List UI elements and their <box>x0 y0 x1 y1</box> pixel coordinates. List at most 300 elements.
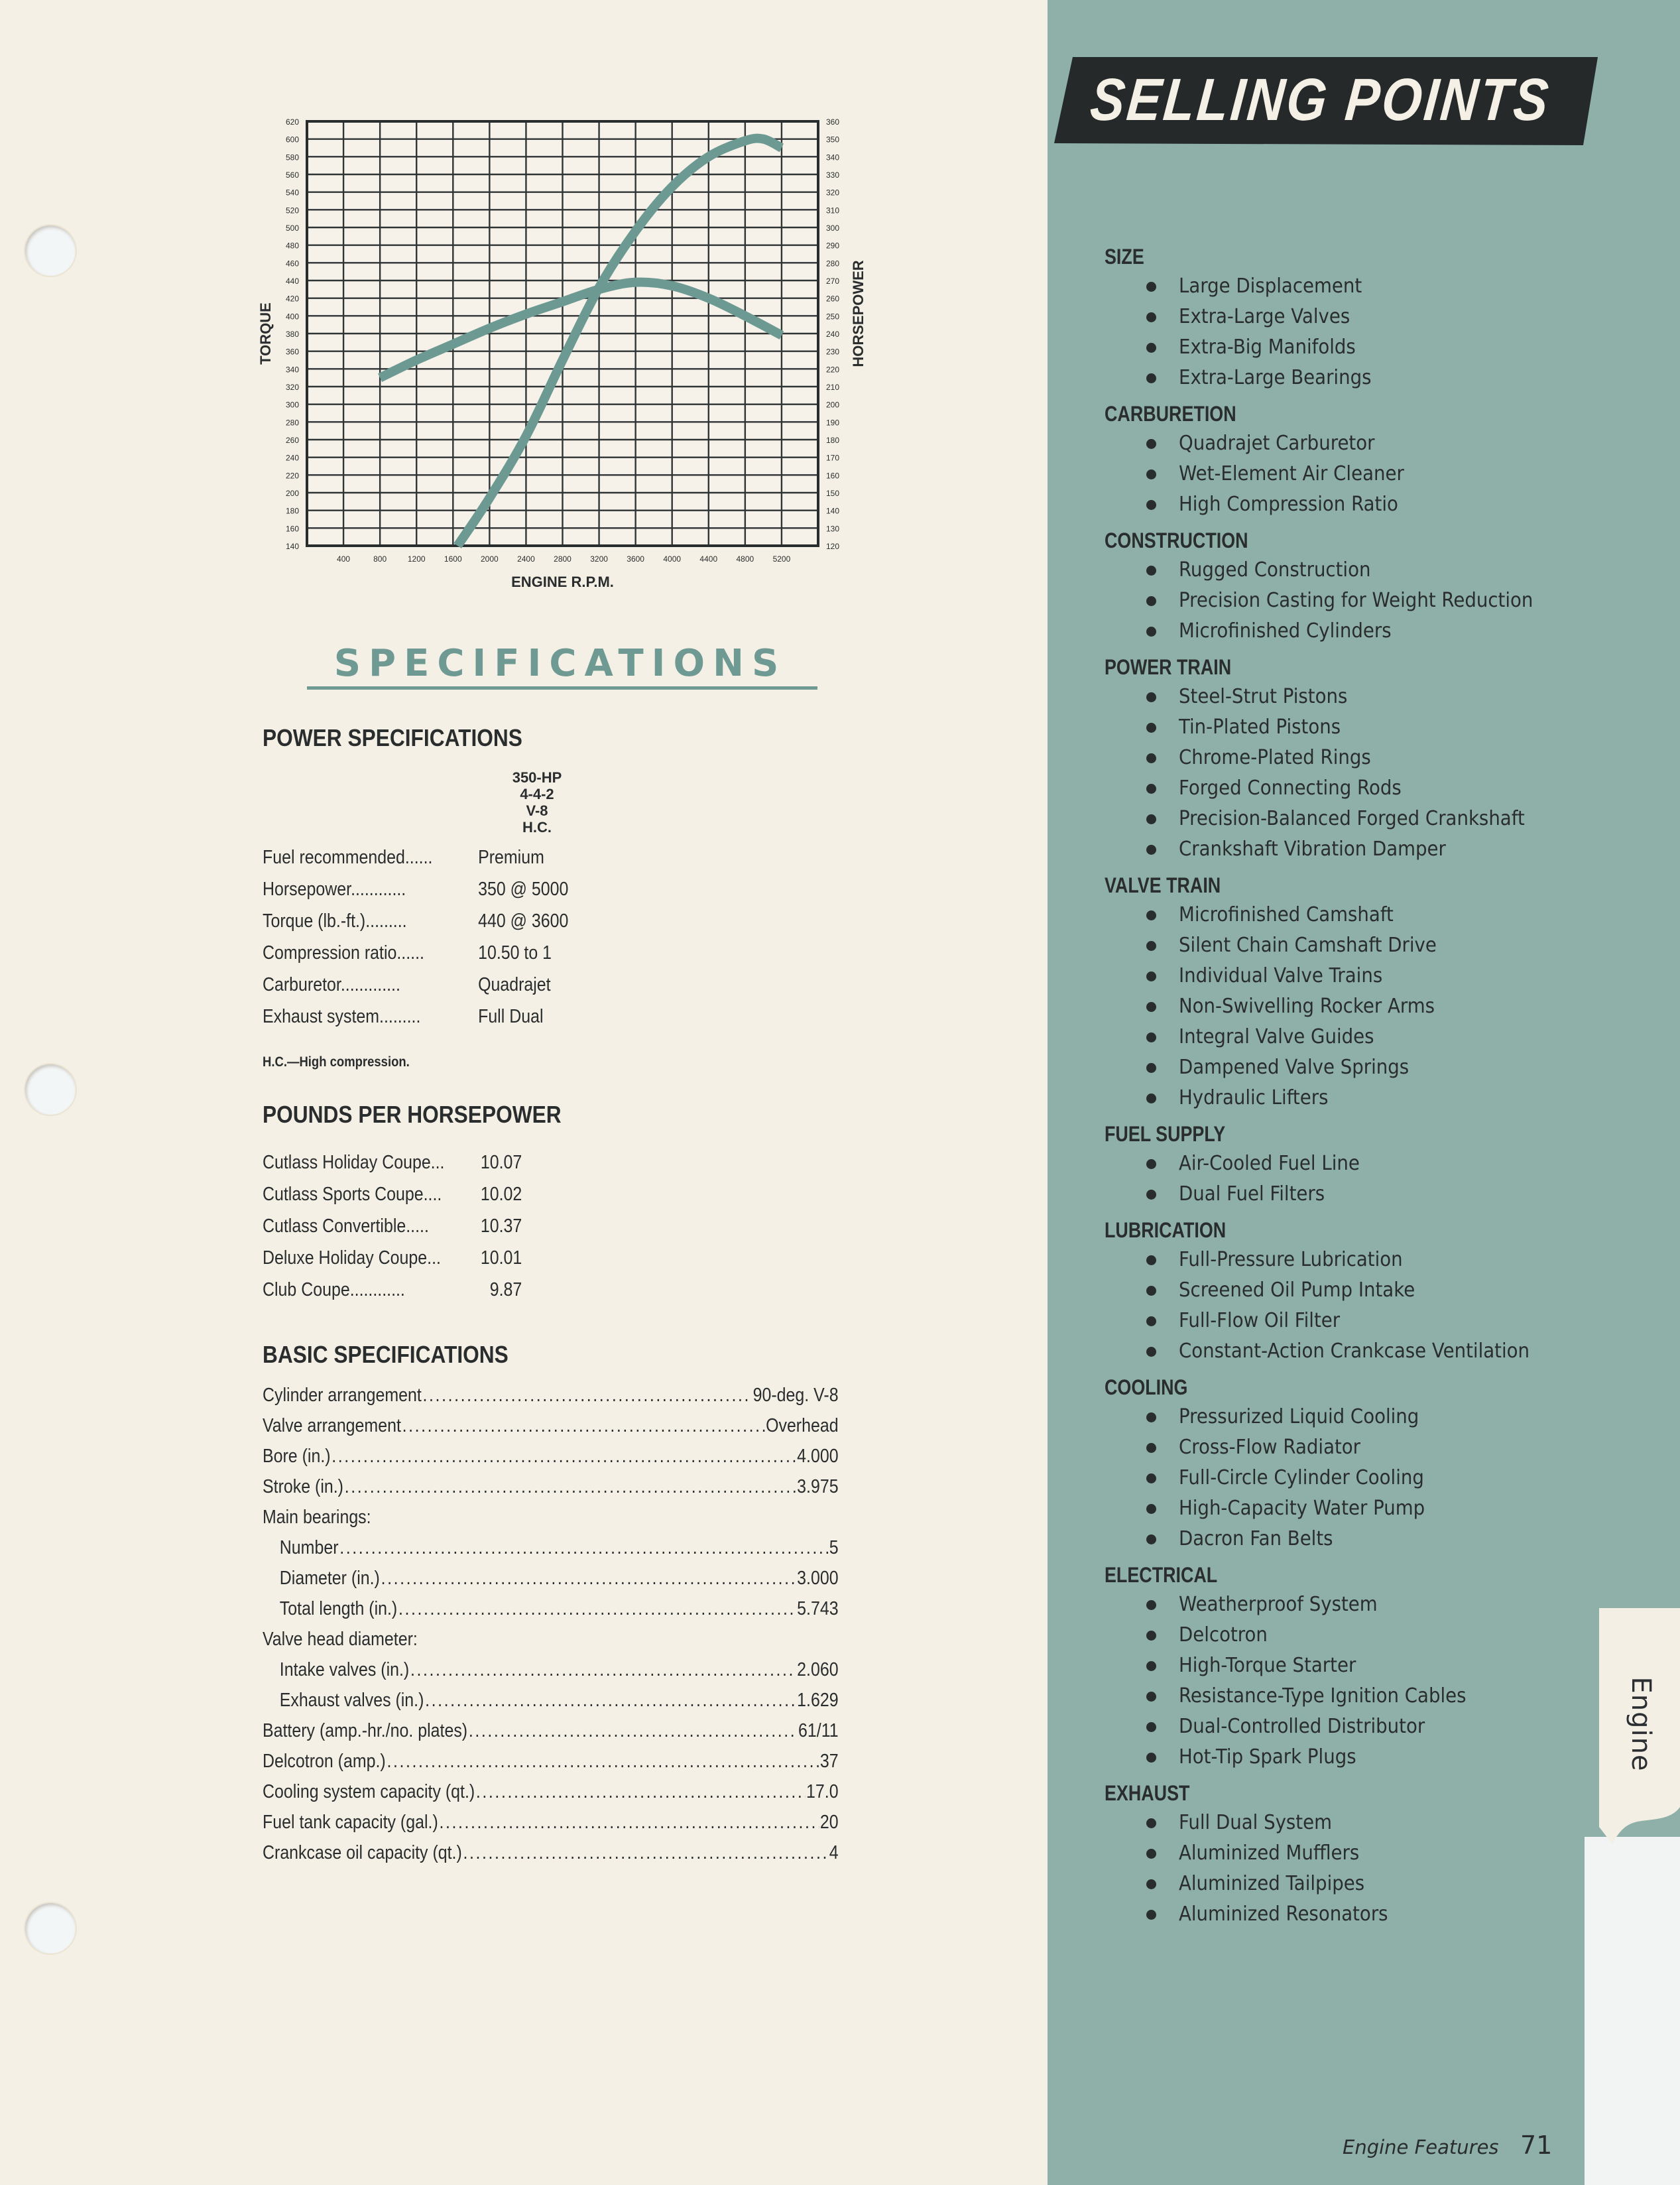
selling-point-category: VALVE TRAIN <box>1105 873 1221 897</box>
basic-spec-row <box>263 1598 839 1629</box>
selling-point-category: FUEL SUPPLY <box>1105 1122 1226 1146</box>
dot-leader <box>469 1720 797 1742</box>
selling-point-item <box>1105 712 1595 743</box>
bullet-icon <box>1146 1316 1156 1326</box>
model-value: 9.87 <box>489 1279 522 1300</box>
bullet-icon <box>1146 566 1156 576</box>
spec-value: 4 <box>829 1842 839 1863</box>
selling-point-text: Full Dual System <box>1179 1811 1332 1834</box>
y2-tick-label: 310 <box>826 206 840 216</box>
y2-tick-label: 210 <box>826 383 840 392</box>
bullet-icon <box>1146 312 1156 322</box>
y2-tick-label: 140 <box>826 506 840 516</box>
bullet-icon <box>1146 1255 1156 1265</box>
selling-point-item <box>1105 1742 1595 1773</box>
y-tick-label: 380 <box>285 330 299 339</box>
bullet-icon <box>1146 1504 1156 1514</box>
selling-point-item <box>1105 804 1595 834</box>
y-tick-label: 620 <box>285 117 299 127</box>
selling-point-item <box>1105 1463 1595 1493</box>
y-tick-label: 200 <box>285 489 299 498</box>
dot-leader <box>423 1385 752 1406</box>
pounds-per-hp-row <box>263 1184 522 1206</box>
bullet-icon <box>1146 1534 1156 1544</box>
y-tick-label: 340 <box>285 365 299 375</box>
selling-point-item <box>1105 900 1595 930</box>
selling-point-text: Air-Cooled Fuel Line <box>1179 1152 1360 1175</box>
selling-point-item <box>1105 1493 1595 1524</box>
footer-section-name: Engine Features <box>1343 2136 1499 2158</box>
bullet-icon <box>1146 814 1156 824</box>
spec-label: Exhaust valves (in.) <box>279 1690 424 1711</box>
spec-label: Crankcase oil capacity (qt.) <box>263 1842 462 1863</box>
selling-point-text: Extra-Large Bearings <box>1179 366 1372 389</box>
y-tick-label: 260 <box>285 436 299 445</box>
y-tick-label: 540 <box>285 188 299 198</box>
y2-tick-label: 320 <box>826 188 840 198</box>
pounds-per-hp-row <box>263 1152 522 1174</box>
model-label: Cutlass Convertible..... <box>263 1216 429 1237</box>
page-footer <box>1343 2131 1552 2160</box>
selling-point-text: Forged Connecting Rods <box>1179 777 1402 800</box>
bullet-icon <box>1146 1473 1156 1483</box>
selling-point-text: Precision Casting for Weight Reduction <box>1179 589 1533 612</box>
basic-spec-row <box>263 1690 839 1720</box>
y2-tick-label: 270 <box>826 277 840 286</box>
selling-point-item <box>1105 682 1595 712</box>
dot-leader <box>339 1537 828 1559</box>
power-spec-row <box>263 942 552 964</box>
dot-leader <box>331 1446 796 1467</box>
y2-axis-title: HORSEPOWER <box>850 260 867 367</box>
selling-points-title: SELLING POINTS <box>1087 67 1553 133</box>
spec-value: 1.629 <box>797 1690 839 1711</box>
y-tick-label: 520 <box>285 206 299 216</box>
selling-point-item <box>1105 773 1595 804</box>
x-tick-label: 1600 <box>444 554 462 564</box>
selling-point-item <box>1105 1306 1595 1336</box>
spec-label: Fuel recommended...... <box>263 847 433 868</box>
basic-specs-table <box>263 1385 839 1873</box>
y-tick-label: 300 <box>285 400 299 410</box>
y-tick-label: 140 <box>285 542 299 551</box>
spec-value: 350 @ 5000 <box>478 879 569 900</box>
spec-label: Cylinder arrangement <box>263 1385 422 1406</box>
y-tick-label: 600 <box>285 135 299 145</box>
selling-point-text: Quadrajet Carburetor <box>1179 432 1375 455</box>
x-tick-label: 4000 <box>663 554 682 564</box>
selling-point-item <box>1105 586 1595 616</box>
selling-point-item <box>1105 1712 1595 1742</box>
selling-point-item <box>1105 1149 1595 1179</box>
y-tick-label: 500 <box>285 223 299 233</box>
selling-point-item <box>1105 930 1595 961</box>
y-tick-label: 360 <box>285 347 299 357</box>
basic-spec-row <box>263 1659 839 1690</box>
spec-value: Full Dual <box>478 1006 544 1027</box>
selling-point-text: Full-Flow Oil Filter <box>1179 1309 1341 1332</box>
selling-point-item <box>1105 1838 1595 1869</box>
selling-point-text: Precision-Balanced Forged Crankshaft <box>1179 807 1525 830</box>
selling-point-text: High Compression Ratio <box>1179 493 1398 516</box>
spec-label: Exhaust system......... <box>263 1006 421 1027</box>
y2-tick-label: 190 <box>826 418 840 428</box>
bullet-icon <box>1146 1753 1156 1763</box>
spec-value: 3.975 <box>797 1476 839 1497</box>
selling-point-item <box>1105 1275 1595 1306</box>
spec-label: Bore (in.) <box>263 1446 331 1467</box>
selling-point-item <box>1105 1620 1595 1651</box>
torque-horsepower-chart <box>0 0 928 597</box>
selling-point-text: Aluminized Tailpipes <box>1179 1872 1365 1895</box>
selling-point-text: Aluminized Mufflers <box>1179 1842 1360 1865</box>
category-spacer <box>1105 1930 1595 1934</box>
selling-point-text: Hydraulic Lifters <box>1179 1086 1329 1109</box>
selling-point-item <box>1105 961 1595 991</box>
bullet-icon <box>1146 282 1156 292</box>
dot-leader <box>410 1659 796 1681</box>
bullet-icon <box>1146 723 1156 733</box>
spec-value: 17.0 <box>806 1781 839 1802</box>
y2-tick-label: 230 <box>826 347 840 357</box>
spec-label: Stroke (in.) <box>263 1476 343 1497</box>
spec-value: 37 <box>819 1751 839 1772</box>
bullet-icon <box>1146 784 1156 794</box>
selling-point-item <box>1105 332 1595 363</box>
selling-point-text: Weatherproof System <box>1179 1593 1378 1616</box>
spec-value: 90-deg. V-8 <box>752 1385 839 1406</box>
dot-leader <box>439 1812 819 1834</box>
model-value: 10.07 <box>480 1152 522 1173</box>
spec-label: Torque (lb.-ft.)......... <box>263 910 407 932</box>
selling-point-item <box>1105 1651 1595 1681</box>
y2-tick-label: 350 <box>826 135 840 145</box>
y2-tick-label: 360 <box>826 117 840 127</box>
x-tick-label: 2400 <box>517 554 535 564</box>
y-tick-label: 320 <box>285 383 299 392</box>
y-tick-label: 480 <box>285 241 299 251</box>
power-spec-row <box>263 879 569 901</box>
selling-point-item <box>1105 428 1595 459</box>
selling-point-text: Dacron Fan Belts <box>1179 1527 1333 1550</box>
selling-point-item <box>1105 302 1595 332</box>
selling-point-item <box>1105 1402 1595 1432</box>
spec-value: 4.000 <box>797 1446 839 1467</box>
title-underline <box>307 686 817 690</box>
selling-point-category: LUBRICATION <box>1105 1218 1227 1242</box>
basic-spec-row <box>263 1415 839 1446</box>
spec-value: 10.50 to 1 <box>478 942 552 964</box>
selling-point-text: Delcotron <box>1179 1623 1268 1647</box>
selling-point-category: CARBURETION <box>1105 402 1236 426</box>
bullet-icon <box>1146 1286 1156 1296</box>
selling-point-text: Wet-Element Air Cleaner <box>1179 462 1404 485</box>
y2-tick-label: 280 <box>826 259 840 269</box>
spec-label: Diameter (in.) <box>279 1568 380 1589</box>
selling-point-text: Full-Circle Cylinder Cooling <box>1179 1466 1424 1489</box>
power-spec-row <box>263 910 569 932</box>
selling-point-text: Microfinished Camshaft <box>1179 903 1394 926</box>
selling-point-item <box>1105 271 1595 302</box>
y2-tick-label: 290 <box>826 241 840 251</box>
bullet-icon <box>1146 1600 1156 1610</box>
column-head-line: V-8 <box>526 802 548 819</box>
spec-label: Main bearings: <box>263 1507 371 1528</box>
spec-label: Total length (in.) <box>279 1598 398 1619</box>
selling-point-item <box>1105 743 1595 773</box>
spec-value: 5 <box>829 1537 839 1558</box>
selling-point-text: High-Torque Starter <box>1179 1654 1356 1677</box>
selling-point-item <box>1105 1052 1595 1083</box>
selling-point-item <box>1105 1336 1595 1367</box>
selling-point-category: POWER TRAIN <box>1105 655 1232 679</box>
x-tick-label: 400 <box>337 554 351 564</box>
bullet-icon <box>1146 1722 1156 1732</box>
y2-tick-label: 130 <box>826 524 840 534</box>
selling-point-text: High-Capacity Water Pump <box>1179 1497 1425 1520</box>
y-tick-label: 280 <box>285 418 299 428</box>
bullet-icon <box>1146 1818 1156 1828</box>
spec-value: Overhead <box>766 1415 839 1436</box>
bullet-icon <box>1146 1093 1156 1103</box>
bullet-icon <box>1146 1190 1156 1200</box>
column-head-line: H.C. <box>522 819 552 836</box>
spec-value: 440 @ 3600 <box>478 910 569 932</box>
selling-point-text: Large Displacement <box>1179 275 1362 298</box>
selling-point-text: Pressurized Liquid Cooling <box>1179 1405 1419 1428</box>
selling-points-list <box>1105 240 1595 1934</box>
bullet-icon <box>1146 1631 1156 1641</box>
bullet-icon <box>1146 753 1156 763</box>
spec-value: 20 <box>819 1812 839 1833</box>
selling-point-item <box>1105 1590 1595 1620</box>
bullet-icon <box>1146 1692 1156 1702</box>
model-value: 10.01 <box>480 1247 522 1269</box>
spec-label: Delcotron (amp.) <box>263 1751 386 1772</box>
selling-point-text: Extra-Big Manifolds <box>1179 336 1356 359</box>
x-tick-label: 4400 <box>699 554 718 564</box>
bullet-icon <box>1146 1661 1156 1671</box>
selling-point-item <box>1105 1179 1595 1210</box>
y-tick-label: 560 <box>285 170 299 180</box>
model-label: Deluxe Holiday Coupe... <box>263 1247 441 1269</box>
spec-label: Valve arrangement <box>263 1415 401 1436</box>
basic-spec-row <box>263 1385 839 1415</box>
selling-point-item <box>1105 991 1595 1022</box>
selling-point-text: Hot-Tip Spark Plugs <box>1179 1745 1356 1769</box>
selling-point-item <box>1105 1083 1595 1113</box>
spec-label: Carburetor............. <box>263 974 400 995</box>
spec-value: Quadrajet <box>478 974 551 995</box>
dot-leader <box>387 1751 819 1773</box>
selling-point-text: Extra-Large Valves <box>1179 305 1350 328</box>
y2-tick-label: 220 <box>826 365 840 375</box>
basic-spec-row <box>263 1751 839 1781</box>
y2-tick-label: 330 <box>826 170 840 180</box>
column-head-line: 4-4-2 <box>520 786 554 802</box>
bullet-icon <box>1146 1159 1156 1169</box>
selling-point-item <box>1105 1869 1595 1899</box>
bullet-icon <box>1146 1032 1156 1042</box>
dot-leader <box>402 1415 765 1437</box>
spec-label: Intake valves (in.) <box>279 1659 410 1680</box>
selling-point-text: Tin-Plated Pistons <box>1179 716 1341 739</box>
specifications-title: SPECIFICATIONS <box>333 642 787 685</box>
basic-spec-row <box>263 1507 839 1537</box>
basic-spec-row <box>263 1842 839 1873</box>
x-tick-label: 1200 <box>407 554 426 564</box>
x-tick-label: 4800 <box>736 554 754 564</box>
pounds-per-hp-row <box>263 1216 522 1237</box>
model-label: Club Coupe............ <box>263 1279 405 1300</box>
basic-spec-row <box>263 1476 839 1507</box>
selling-point-text: Chrome-Plated Rings <box>1179 746 1371 769</box>
basic-specs-heading: BASIC SPECIFICATIONS <box>263 1341 509 1368</box>
pounds-per-hp-row <box>263 1247 522 1269</box>
selling-point-text: Aluminized Resonators <box>1179 1903 1388 1926</box>
selling-point-item <box>1105 834 1595 865</box>
y2-tick-label: 170 <box>826 453 840 463</box>
y-tick-label: 460 <box>285 259 299 269</box>
x-tick-label: 2800 <box>554 554 571 564</box>
selling-point-text: Steel-Strut Pistons <box>1179 685 1348 708</box>
binder-hole-middle <box>25 1064 76 1115</box>
bullet-icon <box>1146 971 1156 981</box>
bullet-icon <box>1146 941 1156 951</box>
model-value: 10.02 <box>480 1184 522 1205</box>
selling-point-text: Dampened Valve Springs <box>1179 1056 1410 1079</box>
spec-label: Valve head diameter: <box>263 1629 418 1650</box>
selling-point-text: Rugged Construction <box>1179 558 1371 582</box>
dot-leader <box>381 1568 796 1590</box>
x-tick-label: 800 <box>373 554 387 564</box>
bullet-icon <box>1146 1063 1156 1073</box>
selling-point-item <box>1105 1022 1595 1052</box>
selling-point-item <box>1105 489 1595 520</box>
engine-column-head <box>464 769 610 836</box>
spec-value: 3.000 <box>797 1568 839 1589</box>
bullet-icon <box>1146 845 1156 855</box>
y-tick-label: 420 <box>285 294 299 304</box>
power-spec-row <box>263 974 551 996</box>
y-tick-label: 440 <box>285 277 299 286</box>
selling-point-text: Cross-Flow Radiator <box>1179 1436 1361 1459</box>
selling-point-text: Dual-Controlled Distributor <box>1179 1715 1425 1738</box>
x-tick-label: 2000 <box>481 554 499 564</box>
y2-tick-label: 240 <box>826 330 840 339</box>
selling-point-item <box>1105 1899 1595 1930</box>
bullet-icon <box>1146 692 1156 702</box>
selling-point-item <box>1105 555 1595 586</box>
basic-spec-row <box>263 1720 839 1751</box>
selling-point-item <box>1105 363 1595 393</box>
bullet-icon <box>1146 627 1156 637</box>
basic-spec-row <box>263 1812 839 1842</box>
bullet-icon <box>1146 373 1156 383</box>
page-number: 71 <box>1520 2131 1553 2160</box>
x-tick-label: 3200 <box>590 554 608 564</box>
y-tick-label: 160 <box>285 524 299 534</box>
column-head-line: 350-HP <box>512 769 562 786</box>
power-spec-row <box>263 1006 544 1028</box>
spec-label: Battery (amp.-hr./no. plates) <box>263 1720 468 1741</box>
y-axis-title: TORQUE <box>257 302 274 365</box>
bullet-icon <box>1146 1412 1156 1422</box>
model-value: 10.37 <box>480 1216 522 1237</box>
spec-value: 2.060 <box>797 1659 839 1680</box>
y2-tick-label: 300 <box>826 223 840 233</box>
selling-point-category: EXHAUST <box>1105 1781 1190 1805</box>
selling-point-text: Individual Valve Trains <box>1179 964 1383 987</box>
y-tick-label: 240 <box>285 453 299 463</box>
selling-point-category: SIZE <box>1105 245 1144 269</box>
basic-spec-row <box>263 1629 839 1659</box>
y2-tick-label: 200 <box>826 400 840 410</box>
selling-point-item <box>1105 1681 1595 1712</box>
selling-point-text: Integral Valve Guides <box>1179 1025 1374 1048</box>
pounds-per-hp-row <box>263 1279 522 1301</box>
x-tick-label: 5200 <box>772 554 791 564</box>
spec-label: Compression ratio...... <box>263 942 424 964</box>
y-tick-label: 400 <box>285 312 299 322</box>
model-label: Cutlass Holiday Coupe... <box>263 1152 445 1173</box>
selling-point-item <box>1105 1524 1595 1554</box>
bullet-icon <box>1146 1910 1156 1920</box>
binder-hole-bottom <box>25 1903 76 1954</box>
y-tick-label: 220 <box>285 471 299 481</box>
power-specs-heading: POWER SPECIFICATIONS <box>263 724 522 751</box>
bullet-icon <box>1146 1347 1156 1357</box>
bullet-icon <box>1146 500 1156 510</box>
selling-point-item <box>1105 1808 1595 1838</box>
x-axis-title: ENGINE R.P.M. <box>511 574 614 590</box>
bullet-icon <box>1146 1002 1156 1012</box>
y-tick-label: 180 <box>285 506 299 516</box>
spec-label: Fuel tank capacity (gal.) <box>263 1812 438 1833</box>
selling-point-text: Silent Chain Camshaft Drive <box>1179 934 1437 957</box>
selling-point-text: Constant-Action Crankcase Ventilation <box>1179 1340 1530 1363</box>
selling-point-item <box>1105 616 1595 647</box>
spec-value: 5.743 <box>797 1598 839 1619</box>
bullet-icon <box>1146 910 1156 920</box>
tab-label: Engine <box>1626 1676 1656 1772</box>
selling-point-category: COOLING <box>1105 1375 1188 1399</box>
spec-label: Number <box>279 1537 339 1558</box>
y2-tick-label: 340 <box>826 153 840 162</box>
selling-point-item <box>1105 459 1595 489</box>
spec-value: 61/11 <box>798 1720 839 1741</box>
dot-leader <box>476 1781 805 1803</box>
selling-point-category: ELECTRICAL <box>1105 1563 1218 1587</box>
bullet-icon <box>1146 1879 1156 1889</box>
bullet-icon <box>1146 1849 1156 1859</box>
dot-leader <box>345 1476 796 1498</box>
selling-point-text: Full-Pressure Lubrication <box>1179 1248 1403 1271</box>
selling-point-item <box>1105 1245 1595 1275</box>
selling-point-category: CONSTRUCTION <box>1105 529 1248 552</box>
bullet-icon <box>1146 343 1156 353</box>
selling-point-item <box>1105 1432 1595 1463</box>
y2-tick-label: 150 <box>826 489 840 498</box>
x-tick-label: 3600 <box>627 554 644 564</box>
bullet-icon <box>1146 596 1156 606</box>
selling-point-text: Microfinished Cylinders <box>1179 619 1392 643</box>
dot-leader <box>398 1598 796 1620</box>
dot-leader <box>463 1842 828 1864</box>
basic-spec-row <box>263 1446 839 1476</box>
y2-tick-label: 120 <box>826 542 840 551</box>
bullet-icon <box>1146 439 1156 449</box>
